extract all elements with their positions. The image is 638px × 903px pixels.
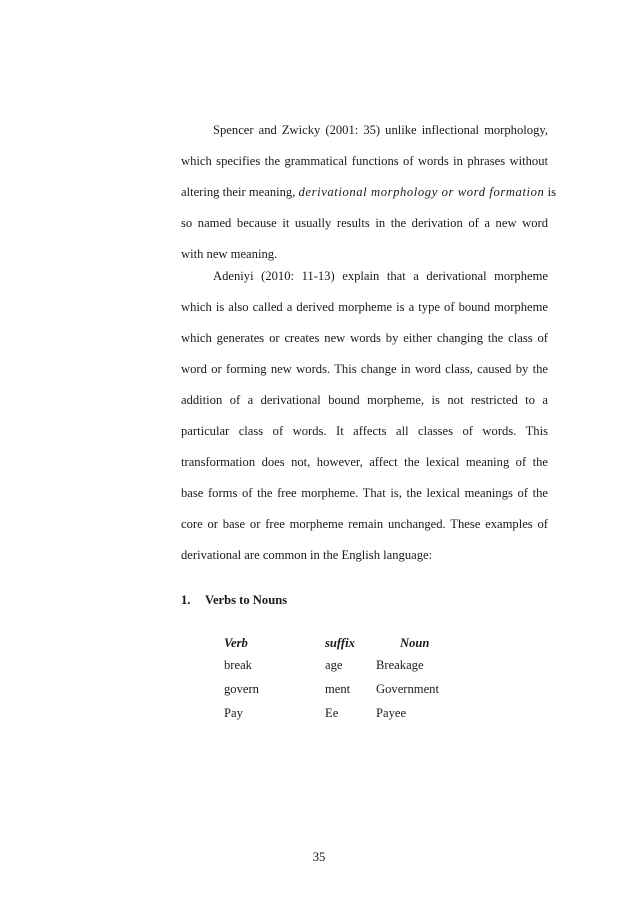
paragraph-1-line-1: Spencer and Zwicky (2001: 35) unlike inflectional morphology, xyxy=(213,123,548,137)
verb-cell: govern xyxy=(224,682,259,696)
paragraph-1-line-2: which specifies the grammatical functions of words in phrases without xyxy=(181,154,548,168)
paragraph-2-line-8: base forms of the free morpheme. That is, the lexical meanings of the xyxy=(181,486,548,500)
line-text: altering their meaning, xyxy=(181,185,299,199)
paragraph-1-line-5: with new meaning. xyxy=(181,247,278,261)
paragraph-2-line-1: Adeniyi (2010: 11-13) explain that a derivational morpheme xyxy=(213,269,548,283)
paragraph-2-line-3: which generates or creates new words by either changing the class of xyxy=(181,331,548,345)
italic-term: derivational morphology or word formation xyxy=(298,185,545,199)
paragraph-2-line-9: core or base or free morpheme remain unchanged. These examples of xyxy=(181,517,548,531)
section-number: 1. xyxy=(181,593,191,607)
noun-cell: Breakage xyxy=(376,658,424,672)
suffix-cell: age xyxy=(325,658,343,672)
header-noun: Noun xyxy=(400,636,430,650)
paragraph-2-line-10: derivational are common in the English language: xyxy=(181,548,433,562)
paragraph-2-line-2: which is also called a derived morpheme is a type of bound morpheme xyxy=(181,300,548,314)
suffix-cell: ment xyxy=(325,682,351,696)
section-title: Verbs to Nouns xyxy=(205,593,288,607)
suffix-cell: Ee xyxy=(325,706,339,720)
section-heading xyxy=(181,591,287,609)
noun-cell: Government xyxy=(376,682,439,696)
paragraph-1-line-4: so named because it usually results in the derivation of a new word xyxy=(181,216,548,230)
header-verb: Verb xyxy=(224,636,248,650)
paragraph-2-line-4: word or forming new words. This change in word class, caused by the xyxy=(181,362,548,376)
noun-cell: Payee xyxy=(376,706,407,720)
paragraph-2-line-5: addition of a derivational bound morpheme, is not restricted to a xyxy=(181,393,548,407)
header-suffix: suffix xyxy=(325,636,355,650)
page-number: 35 xyxy=(312,850,326,864)
paragraph-2-line-6: particular class of words. It affects all classes of words. This xyxy=(181,424,548,438)
verb-cell: Pay xyxy=(224,706,243,720)
verb-cell: break xyxy=(224,658,252,672)
paragraph-2-line-7: transformation does not, however, affect the lexical meaning of the xyxy=(181,455,548,469)
line-text: is xyxy=(544,185,557,199)
paragraph-1-line-3 xyxy=(181,183,557,201)
